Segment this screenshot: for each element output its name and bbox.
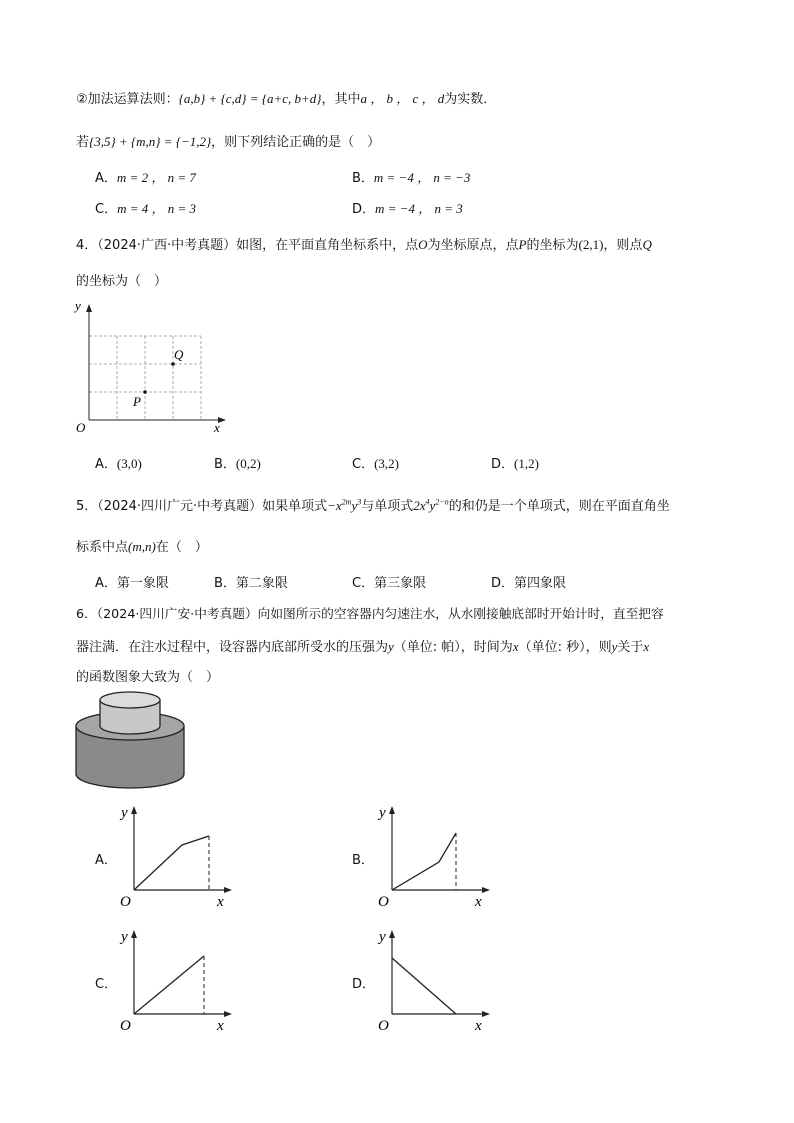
q4-stem-line2: 的坐标为（ ） (76, 274, 168, 289)
q3-option-c[interactable] (95, 198, 196, 217)
option-text: m = −4 ， n = 3 (375, 201, 463, 216)
q6-option-c-letter[interactable]: C． (95, 977, 118, 992)
rule2-vars: a ， b ， c ， d (360, 91, 445, 106)
axis-y-label: y (121, 805, 128, 821)
q4-point-o: O (418, 237, 428, 252)
q4-point-p: P (518, 237, 527, 252)
graph-line (134, 956, 204, 1014)
graph-line (392, 958, 456, 1014)
option-text: (0,2) (235, 456, 261, 471)
q5-option-d[interactable] (491, 572, 566, 591)
q4-text: 4．（2024·广西·中考真题）如图，在平面直角坐标系中，点 (76, 238, 419, 253)
option-letter: D． (491, 576, 515, 591)
point-q-label: Q (174, 347, 184, 362)
rule2-tail1: ，其中 (321, 92, 361, 107)
mono-exp: 2−n (435, 497, 449, 507)
option-letter: B． (214, 457, 236, 472)
option-letter: C． (352, 576, 375, 591)
q6-option-a-graph[interactable] (116, 800, 236, 910)
q4-coordinate-figure (72, 296, 232, 436)
q6-text: （单位: 秒），则 (518, 640, 612, 655)
monomial-2 (413, 498, 448, 513)
q3-option-b[interactable] (352, 167, 470, 186)
option-letter: A． (95, 457, 117, 472)
container-figure (74, 688, 188, 790)
option-letter: A． (95, 171, 117, 186)
point-p-label: P (133, 394, 141, 409)
option-text: (3,2) (374, 456, 399, 471)
axis-y-label: y (121, 929, 128, 945)
q6-option-b-graph[interactable] (374, 800, 494, 910)
option-letter: B． (214, 576, 236, 591)
monomial-1 (327, 498, 361, 513)
q5-text: 5．（2024·四川广元·中考真题）如果单项式 (76, 499, 328, 514)
mono-exp: 2m (341, 497, 352, 507)
q4-p-coord: (2,1) (578, 237, 604, 252)
rule2-formula: {a,b} + {c,d} = {a+c, b+d} (178, 91, 322, 106)
q3-option-a[interactable] (95, 167, 196, 186)
q5-text: 的和仍是一个单项式，则在平面直角坐 (448, 499, 670, 514)
axis-y-label: y (379, 805, 386, 821)
q5-point: (m,n) (128, 539, 156, 554)
q4-option-d[interactable] (491, 453, 539, 472)
q6-stem-line3: 的函数图象大致为（ ） (76, 670, 220, 685)
q4-text: 为坐标原点，点 (427, 238, 519, 253)
option-text: m = 2 ， n = 7 (116, 170, 196, 185)
option-text: 第三象限 (374, 576, 427, 591)
mono-base: 2x (413, 498, 426, 513)
q3-stem-pre: 若 (76, 135, 90, 150)
q5-stem-line1 (76, 495, 670, 514)
q6-text: 关于 (617, 640, 644, 655)
axis-x-label: x (214, 420, 220, 435)
mono-exp: 3 (357, 497, 362, 507)
q5-text: 标系中点 (76, 540, 129, 555)
q6-text: （单位: 帕），时间为 (393, 640, 513, 655)
mono-base: −x (327, 498, 342, 513)
axis-x-label: x (475, 1018, 482, 1034)
q3-option-d[interactable] (352, 198, 463, 217)
q6-var-x: x (512, 639, 519, 654)
q6-option-d-graph[interactable] (374, 924, 494, 1034)
option-text: 第一象限 (116, 576, 169, 591)
option-text: 第四象限 (514, 576, 567, 591)
axis-x-label: x (217, 1018, 224, 1034)
option-letter: A． (95, 576, 117, 591)
graph-line (392, 833, 456, 890)
q6-var-y: y (611, 639, 618, 654)
rule2-tail2: 为实数． (444, 92, 497, 107)
q4-stem-line1 (76, 234, 652, 253)
q6-stem-line1: 6．（2024·四川广安·中考真题）向如图所示的空容器内匀速注水，从水刚接触底部时开始计时，直至把容 (76, 606, 664, 621)
q5-text: 在（ ） (155, 540, 208, 555)
rule2-label: ②加法运算法则： (76, 92, 179, 107)
option-letter: D． (352, 202, 376, 217)
option-letter: B． (352, 171, 374, 186)
origin-label: O (120, 1018, 131, 1034)
option-letter: D． (491, 457, 515, 472)
q3-stem-post: ，则下列结论正确的是（ ） (211, 135, 381, 150)
q4-point-q: Q (642, 237, 652, 252)
origin-label: O (76, 420, 86, 435)
mono-base: y (429, 498, 436, 513)
q5-option-a[interactable] (95, 572, 169, 591)
option-text: m = −4 ， n = −3 (373, 170, 471, 185)
q6-var-y: y (388, 639, 394, 654)
axis-x-label: x (475, 894, 482, 910)
option-text: 第二象限 (235, 576, 288, 591)
point-p-dot (143, 390, 147, 394)
q4-option-a[interactable] (95, 453, 142, 472)
q4-option-b[interactable] (214, 453, 261, 472)
mono-base: y (351, 498, 358, 513)
q6-option-b-letter[interactable]: B． (352, 853, 374, 868)
q6-var-x: x (643, 639, 650, 654)
q6-option-a-letter[interactable]: A． (95, 853, 117, 868)
point-q-dot (171, 362, 175, 366)
origin-label: O (120, 894, 131, 910)
option-text: m = 4 ， n = 3 (117, 201, 197, 216)
q4-text: 的坐标为 (526, 238, 579, 253)
q3-stem-formula: {3,5} + {m,n} = {−1,2} (89, 134, 212, 149)
axis-y-label: y (379, 929, 386, 945)
q6-option-d-letter[interactable]: D． (352, 977, 376, 992)
option-text: (3,0) (116, 456, 142, 471)
rule2-line (76, 88, 496, 107)
q5-option-b[interactable] (214, 572, 288, 591)
option-text: (1,2) (514, 456, 539, 471)
origin-label: O (378, 1018, 389, 1034)
option-letter: C． (352, 457, 375, 472)
q6-option-c-graph[interactable] (116, 924, 236, 1034)
graph-line (134, 836, 209, 890)
q6-stem-line2 (76, 636, 649, 655)
q6-text: 器注满．在注水过程中，设容器内底部所受水的压强为 (76, 640, 389, 655)
q4-text: ，则点 (603, 238, 643, 253)
mono-exp: 4 (425, 497, 430, 507)
axis-y-label: y (75, 298, 81, 313)
q5-text: 与单项式 (361, 499, 414, 514)
q3-stem (76, 131, 380, 150)
axis-x-label: x (217, 894, 224, 910)
q4-option-c[interactable] (352, 453, 399, 472)
origin-label: O (378, 894, 389, 910)
option-letter: C． (95, 202, 118, 217)
q5-stem-line2 (76, 536, 208, 555)
q5-option-c[interactable] (352, 572, 426, 591)
